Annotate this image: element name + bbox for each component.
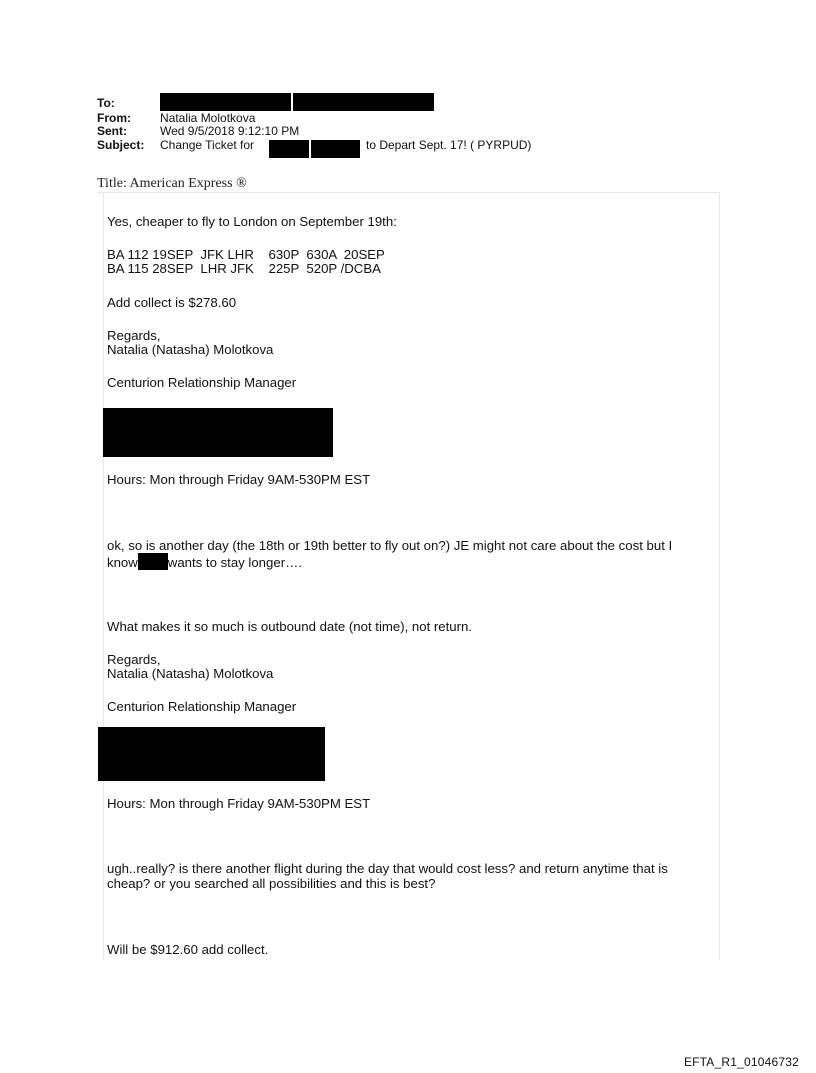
redaction-signature-2 [98, 727, 325, 781]
sent-value: Wed 9/5/2018 9:12:10 PM [160, 124, 300, 138]
redaction-signature-1 [103, 408, 333, 457]
signature-name: Natalia (Natasha) Molotkova [107, 666, 274, 681]
last-line: Will be $912.60 add collect. [107, 942, 269, 957]
sent-label: Sent: [97, 124, 127, 138]
reply-line-2 [107, 553, 302, 570]
subject-suffix: to Depart Sept. 17! ( PYRPUD) [366, 138, 532, 152]
body-line: Yes, cheaper to fly to London on September 19th: [107, 214, 397, 229]
add-collect-line: Add collect is $278.60 [107, 295, 237, 310]
reply-word: wants to stay longer…. [167, 555, 302, 570]
hours-line: Hours: Mon through Friday 9AM-530PM EST [107, 796, 371, 811]
redaction-subject-2 [311, 140, 360, 158]
to-label: To: [97, 96, 115, 110]
flight-line-2: BA 115 28SEP LHR JFK 225P 520P /DCBA [107, 261, 381, 276]
bates-number: EFTA_R1_01046732 [683, 1055, 799, 1069]
subject-prefix: Change Ticket for [160, 138, 255, 152]
redaction-subject-1 [269, 140, 309, 158]
flight-line-1: BA 112 19SEP JFK LHR 630P 630A 20SEP [107, 247, 385, 262]
from-value: Natalia Molotkova [160, 111, 256, 125]
document-title: Title: American Express ® [97, 176, 247, 191]
outbound-line: What makes it so much is outbound date (not time), not return. [107, 619, 473, 634]
signature-role: Centurion Relationship Manager [107, 375, 297, 390]
redaction-inline [138, 553, 168, 570]
regards-line: Regards, [107, 328, 161, 343]
reply-word: know [107, 555, 138, 570]
reply-line: cheap? or you searched all possibilities and this is best? [107, 876, 436, 891]
redaction-to-1 [160, 93, 291, 111]
regards-line: Regards, [107, 652, 161, 667]
from-label: From: [97, 111, 131, 125]
signature-name: Natalia (Natasha) Molotkova [107, 342, 274, 357]
signature-role: Centurion Relationship Manager [107, 699, 297, 714]
reply-line: ugh..really? is there another flight during the day that would cost less? and return anytime that is [107, 861, 668, 876]
hours-line: Hours: Mon through Friday 9AM-530PM EST [107, 472, 371, 487]
subject-label: Subject: [97, 138, 145, 152]
redaction-to-2 [293, 93, 434, 111]
reply-line: ok, so is another day (the 18th or 19th better to fly out on?) JE might not care about the cost but I [107, 538, 673, 553]
